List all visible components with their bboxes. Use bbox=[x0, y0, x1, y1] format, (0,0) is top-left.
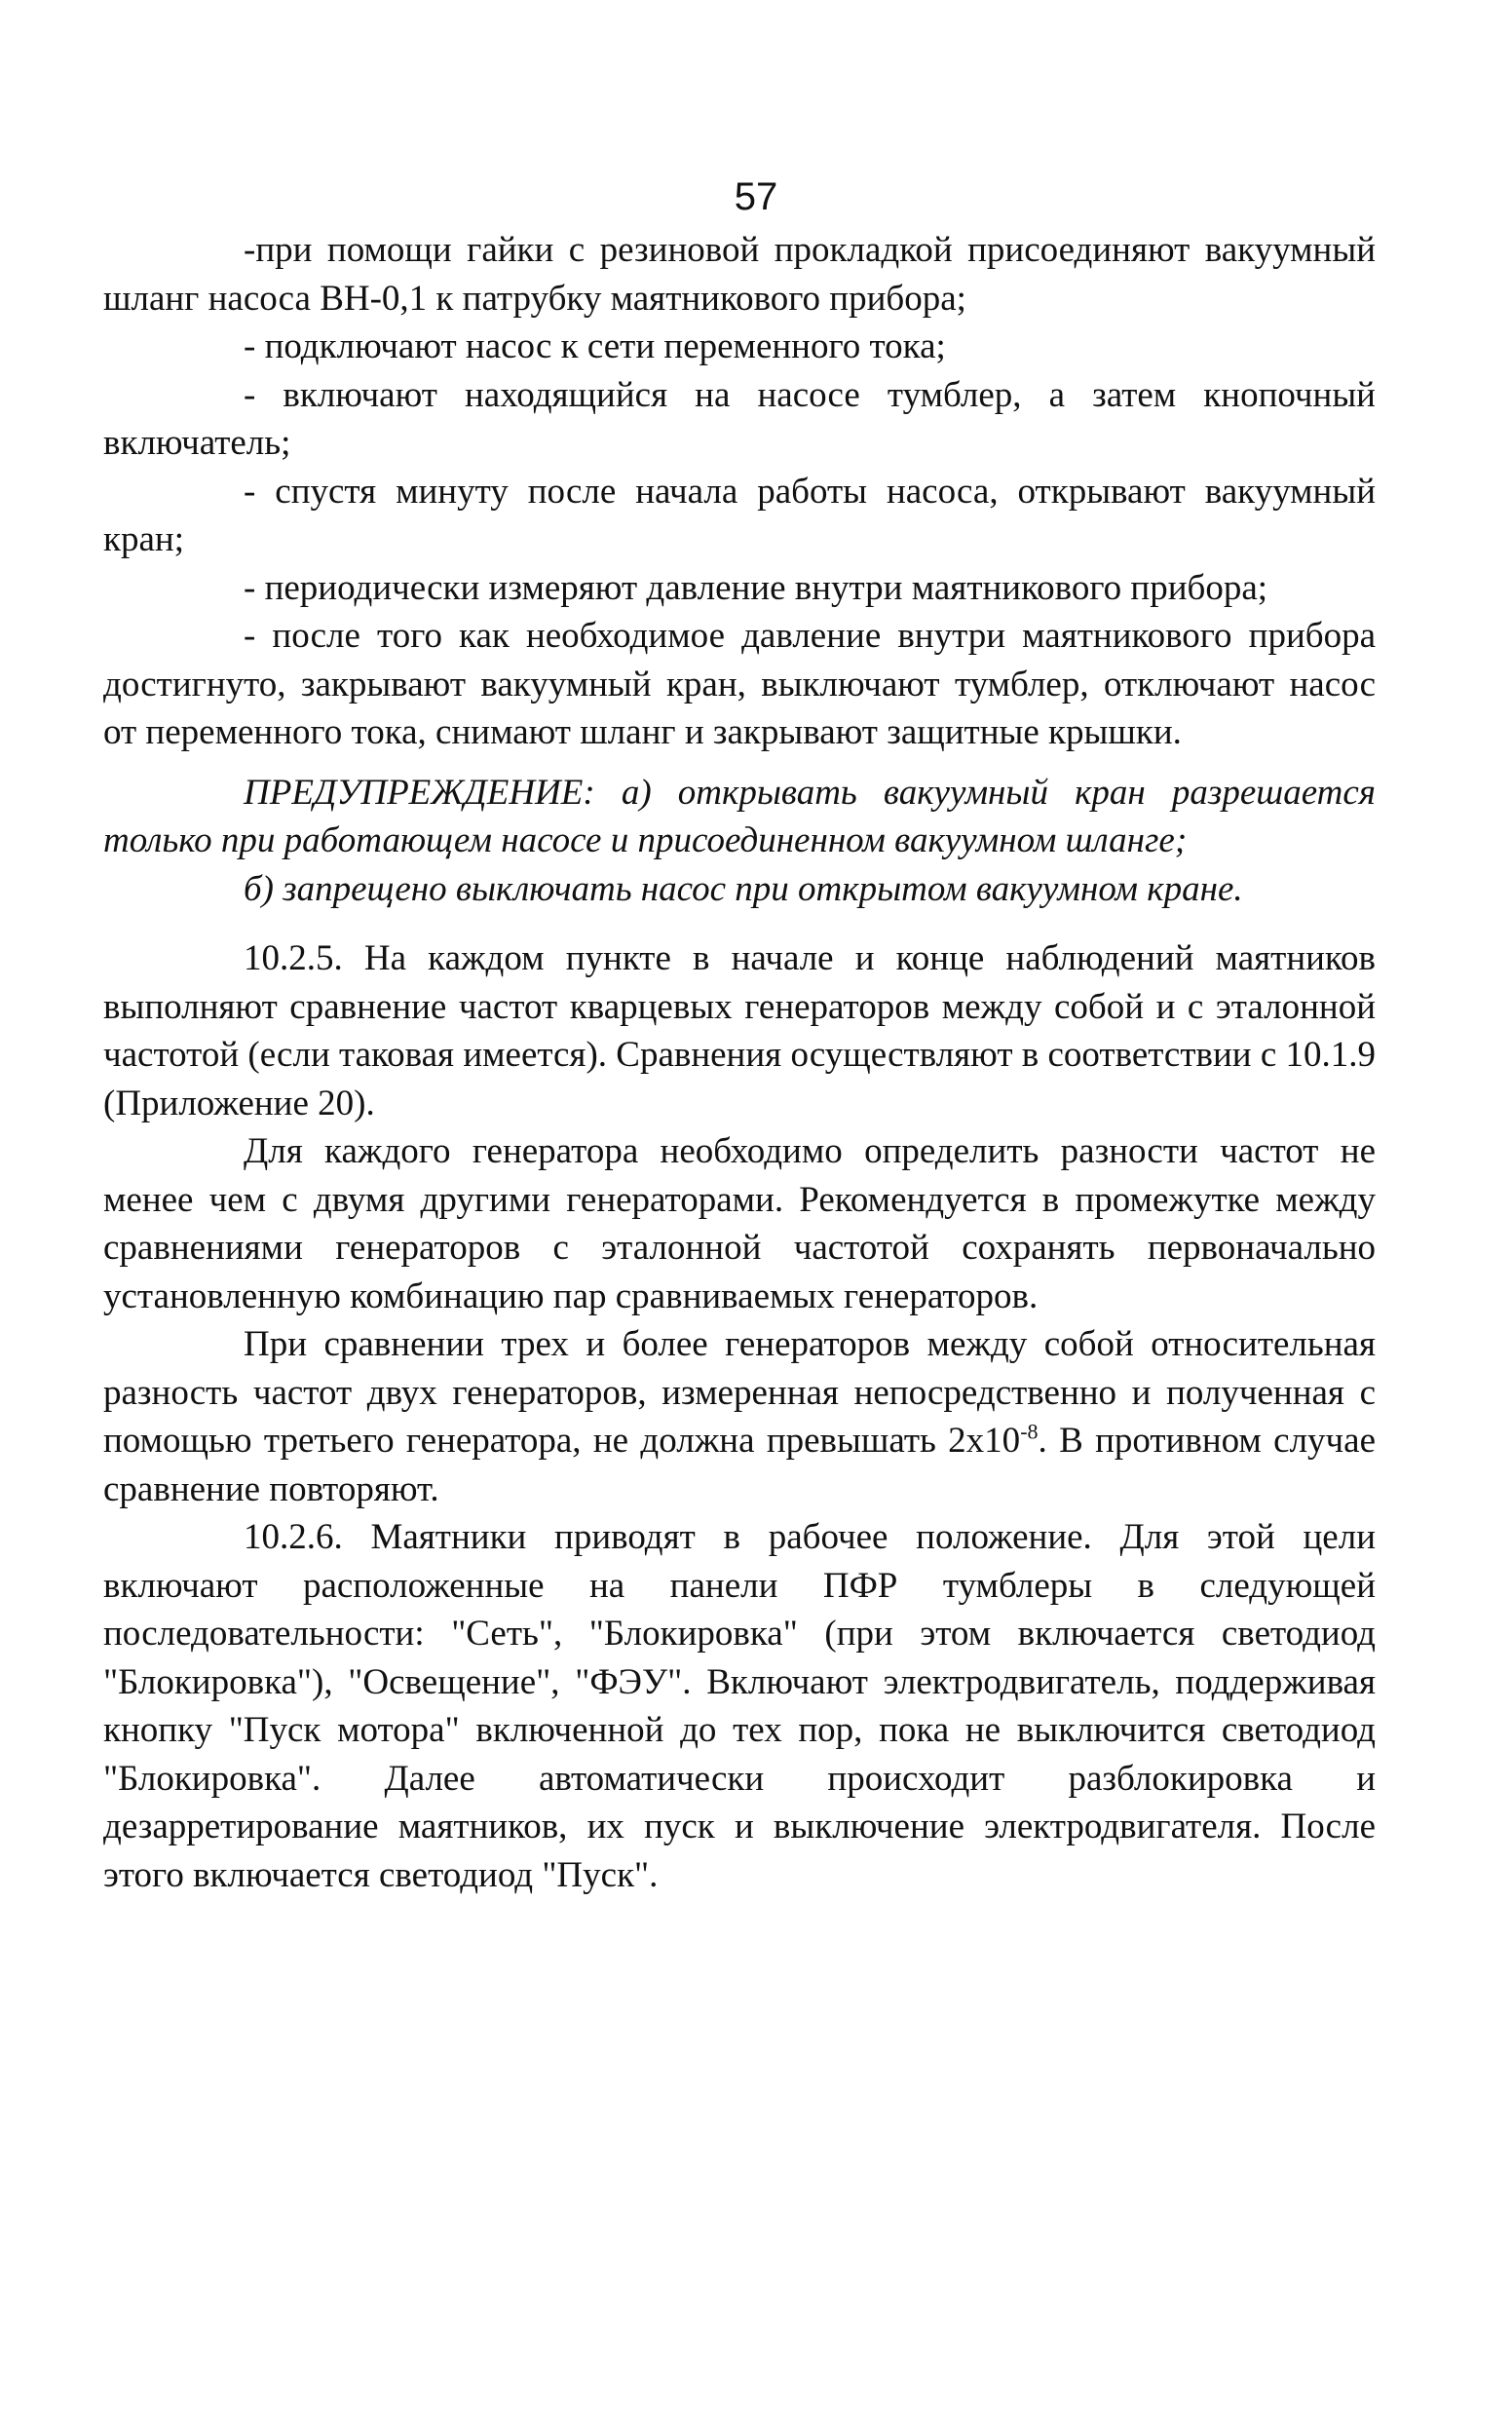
step-attach-hose: -при помощи гайки с резиновой прокладкой присоединяют вакуумный шланг насоса ВН-0,1 к патрубку маятникового прибора; bbox=[103, 230, 1376, 319]
exponent: -8 bbox=[1020, 1419, 1039, 1444]
step-measure-pressure: - периодически измеряют давление внутри маятникового прибора; bbox=[244, 567, 1268, 608]
section-10-2-5-paragraph-1: 10.2.5. На каждом пункте в начале и конце наблюдений маятников выполняют сравнение частот кварцевых генераторов между собой и с эталонной частотой (если таковая имеется). Сравнения осуществляют в соответствии с 10.1.9 (Приложение 20). bbox=[103, 938, 1376, 1123]
step-connect-power: - подключают насос к сети переменного тока; bbox=[244, 326, 946, 366]
step-switch-on: - включают находящийся на насосе тумблер, а затем кнопочный включатель; bbox=[103, 374, 1376, 463]
step-finish: - после того как необходимое давление внутри маятникового прибора достигнуто, закрывают вакуумный кран, выключают тумблер, отключают насос от переменного тока, снимают шланг и закрывают защитные крышки. bbox=[103, 616, 1376, 752]
warning-a: ПРЕДУПРЕЖДЕНИЕ: а) открывать вакуумный кран разрешается только при работающем насосе и присоединенном вакуумном шланге; bbox=[103, 772, 1376, 860]
page-body bbox=[103, 226, 1376, 1899]
section-10-2-6-paragraph: 10.2.6. Маятники приводят в рабочее положение. Для этой цели включают расположенные на панели ПФР тумблеры в следующей последовательности: "Сеть", "Блокировка" (при этом включается светодиод "Блокировка"), "Освещение", "ФЭУ". Включают электродвигатель, поддерживая кнопку "Пуск мотора" включенной до тех пор, пока не выключится светодиод "Блокировка". Далее автоматически происходит разблокировка и дезарретирование маятников, их пуск и выключение электродвигателя. После этого включается светодиод "Пуск". bbox=[103, 1517, 1376, 1895]
section-10-2-5-paragraph-2: Для каждого генератора необходимо определить разности частот не менее чем с двумя другими генераторами. Рекомендуется в промежутке между сравнениями генераторов с эталонной частотой сохранять первоначально установленную комбинацию пар сравниваемых генераторов. bbox=[103, 1131, 1376, 1316]
section-10-2-5-paragraph-3 bbox=[103, 1320, 1376, 1513]
step-open-valve: - спустя минуту после начала работы насоса, открывают вакуумный кран; bbox=[103, 471, 1376, 559]
paragraph-3-text: При сравнении трех и более генераторов между собой относительная разность частот двух генераторов, измеренная непосредственно и полученная с помощью третьего генератора, не должна превышать 2x10 bbox=[103, 1324, 1376, 1461]
warning-b: б) запрещено выключать насос при открытом вакуумном кране. bbox=[244, 868, 1243, 909]
section-spacer bbox=[103, 913, 1376, 934]
paragraph-3-ending: . В противном случае сравнение повторяют. bbox=[103, 1421, 1376, 1509]
page-number: 57 bbox=[734, 175, 778, 218]
